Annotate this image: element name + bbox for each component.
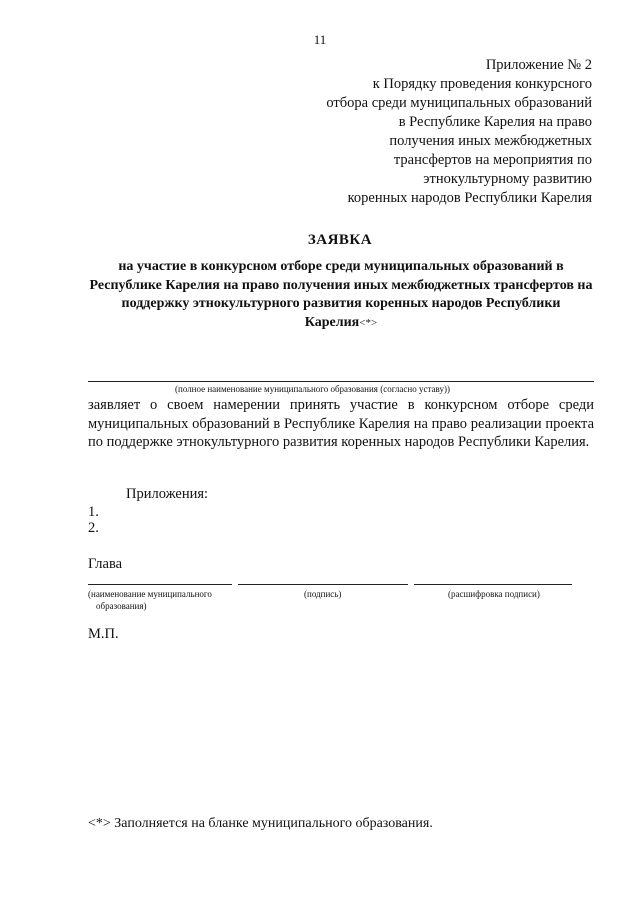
attachment-item: 2. — [88, 520, 99, 536]
municipality-name-line — [88, 381, 594, 382]
document-subtitle — [86, 258, 596, 332]
appendix-header — [292, 56, 592, 208]
appendix-line: Приложение № 2 — [485, 57, 592, 73]
footnote-mark: <*> — [359, 316, 378, 329]
appendix-line: трансфертов на мероприятия по — [393, 152, 592, 168]
footnote: <*> Заполняется на бланке муниципального образования. — [88, 816, 433, 831]
document-title: ЗАЯВКА — [307, 232, 373, 248]
attachments-label: Приложения: — [126, 486, 209, 502]
statement-text: заявляет о своем намерении принять участие в конкурсном отборе среди муниципальных образований в Республике Карелия на право реализации проекта по поддержке этнокультурного развития коренных народов Республики Карелия. — [88, 397, 594, 450]
decoding-line — [414, 584, 572, 585]
subtitle-text: на участие в конкурсном отборе среди муниципальных образований в Республике Карелия на право получения иных межбюджетных трансфертов на поддержку этнокультурного развития коренных народов Республики Карелия — [89, 259, 593, 330]
appendix-line: этнокультурному развитию — [423, 171, 592, 187]
appendix-line: получения иных межбюджетных — [389, 133, 592, 149]
appendix-line: коренных народов Республики Карелия — [347, 190, 592, 206]
appendix-line: в Республике Карелия на право — [398, 114, 592, 130]
municipality-caption-line: образования) — [96, 601, 147, 611]
stamp-label: М.П. — [88, 626, 119, 642]
municipality-caption-line: (наименование муниципального — [88, 589, 212, 599]
municipality-name-caption: (полное наименование муниципального образования (согласно уставу)) — [175, 384, 450, 394]
municipality-signature-line — [88, 584, 232, 585]
appendix-line: к Порядку проведения конкурсного — [372, 76, 592, 92]
attachment-item: 1. — [88, 504, 99, 520]
signature-caption: (подпись) — [304, 589, 342, 599]
municipality-caption — [88, 588, 212, 612]
signature-line — [238, 584, 408, 585]
appendix-line: отбора среди муниципальных образований — [326, 95, 592, 111]
decoding-caption: (расшифровка подписи) — [448, 589, 540, 599]
head-label: Глава — [88, 556, 123, 572]
page-number: 11 — [313, 32, 327, 47]
